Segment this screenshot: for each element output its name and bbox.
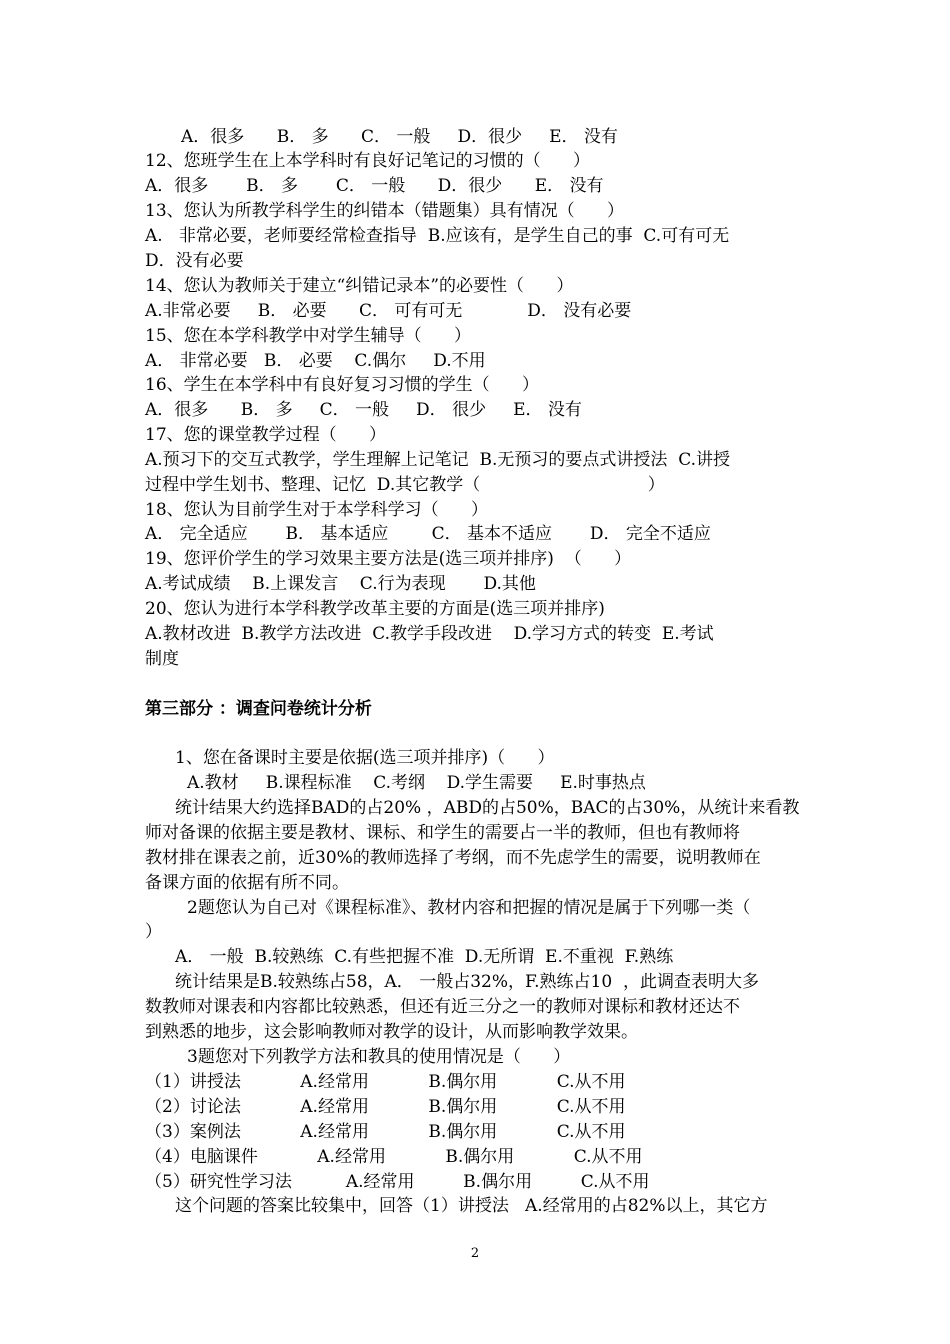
text-line: A． 非常必要 B． 必要 C.偶尔 D.不用 (145, 351, 486, 371)
text-line: A．很多 B． 多 C． 一般 D．很少 E． 没有 (145, 176, 604, 196)
text-line: A. 非常必要，老师要经常检查指导 B.应该有，是学生自己的事 C.可有可无 (145, 226, 730, 246)
text-line: 统计结果是B.较熟练占58，A． 一般占32%，F.熟练占10 ，此调查表明大多 (175, 972, 759, 992)
text-line: 制度 (145, 649, 179, 669)
text-line: 到熟悉的地步，这会影响教师对教学的设计，从而影响教学效果。 (145, 1022, 638, 1042)
text-line: A.预习下的交互式教学，学生理解上记笔记 B.无预习的要点式讲授法 C.讲授 (145, 450, 730, 470)
text-line: 20、您认为进行本学科教学改革主要的方面是(选三项并排序) (145, 599, 605, 619)
text-line: 备课方面的依据有所不同。 (145, 873, 349, 893)
text-line: 3题您对下列教学方法和教具的使用情况是（ ） (187, 1047, 571, 1067)
text-line: 14、您认为教师关于建立“纠错记录本”的必要性（ ） (145, 276, 574, 296)
text-line: A．很多 B． 多 C． 一般 D．很少 E． 没有 (181, 127, 618, 147)
text-line: 18、您认为目前学生对于本学科学习（ ） (145, 500, 489, 520)
text-line: A.教材改进 B.教学方法改进 C.教学手段改进 D.学习方式的转变 E.考试 (145, 624, 714, 644)
text-line: 1、您在备课时主要是依据(选三项并排序)（ ） (175, 748, 555, 768)
text-line: ） (145, 922, 162, 942)
text-line: （1）讲授法 A.经常用 B.偶尔用 C.从不用 (145, 1072, 626, 1092)
text-line: （3）案例法 A.经常用 B.偶尔用 C.从不用 (145, 1122, 626, 1142)
text-line: 17、您的课堂教学过程（ ） (145, 425, 387, 445)
text-line: A.考试成绩 B.上课发言 C.行为表现 D.其他 (145, 574, 536, 594)
text-line: A． 一般 B.较熟练 C.有些把握不准 D.无所谓 E.不重视 F.熟练 (175, 947, 674, 967)
text-line: 师对备课的依据主要是教材、课标、和学生的需要占一半的教师，但也有教师将 (145, 823, 740, 843)
text-line: 统计结果大约选择BAD的占20% ，ABD的占50%，BAC的占30%，从统计来看教 (175, 798, 800, 818)
text-line: 这个问题的答案比较集中，回答（1）讲授法 A.经常用的占82%以上，其它方 (175, 1196, 768, 1216)
text-line: 15、您在本学科教学中对学生辅导（ ） (145, 326, 472, 346)
text-line: 数教师对课表和内容都比较熟悉，但还有近三分之一的教师对课标和教材还达不 (145, 997, 740, 1017)
text-line: 教材排在课表之前，近30%的教师选择了考纲，而不先虑学生的需要，说明教师在 (145, 848, 761, 868)
text-line: D．没有必要 (145, 251, 244, 271)
text-line: （5）研究性学习法 A.经常用 B.偶尔用 C.从不用 (145, 1172, 650, 1192)
section-heading: 第三部分 ：调查问卷统计分析 (145, 699, 372, 719)
text-line: 13、您认为所教学科学生的纠错本（错题集）具有情况（ ） (145, 201, 625, 221)
text-line: 12、您班学生在上本学科时有良好记笔记的习惯的（ ） (145, 151, 591, 171)
text-line: 过程中学生划书、整理、记忆 D.其它教学（ ） (145, 475, 665, 495)
text-line: A．很多 B． 多 C． 一般 D． 很少 E． 没有 (145, 400, 582, 420)
text-line: （2）讨论法 A.经常用 B.偶尔用 C.从不用 (145, 1097, 626, 1117)
page-number: 2 (470, 1246, 480, 1261)
text-line: 16、学生在本学科中有良好复习习惯的学生（ ） (145, 375, 540, 395)
text-line: （4）电脑课件 A.经常用 B.偶尔用 C.从不用 (145, 1147, 643, 1167)
text-line: A.非常必要 B． 必要 C． 可有可无 D． 没有必要 (145, 301, 632, 321)
text-line: A.教材 B.课程标准 C.考纲 D.学生需要 E.时事热点 (187, 773, 646, 793)
text-line: A． 完全适应 B． 基本适应 C． 基本不适应 D． 完全不适应 (145, 524, 711, 544)
text-line: 19、您评价学生的学习效果主要方法是(选三项并排序) （ ） (145, 549, 632, 569)
text-line: 2题您认为自己对《课程标准》、教材内容和把握的情况是属于下列哪一类（ (187, 898, 751, 918)
